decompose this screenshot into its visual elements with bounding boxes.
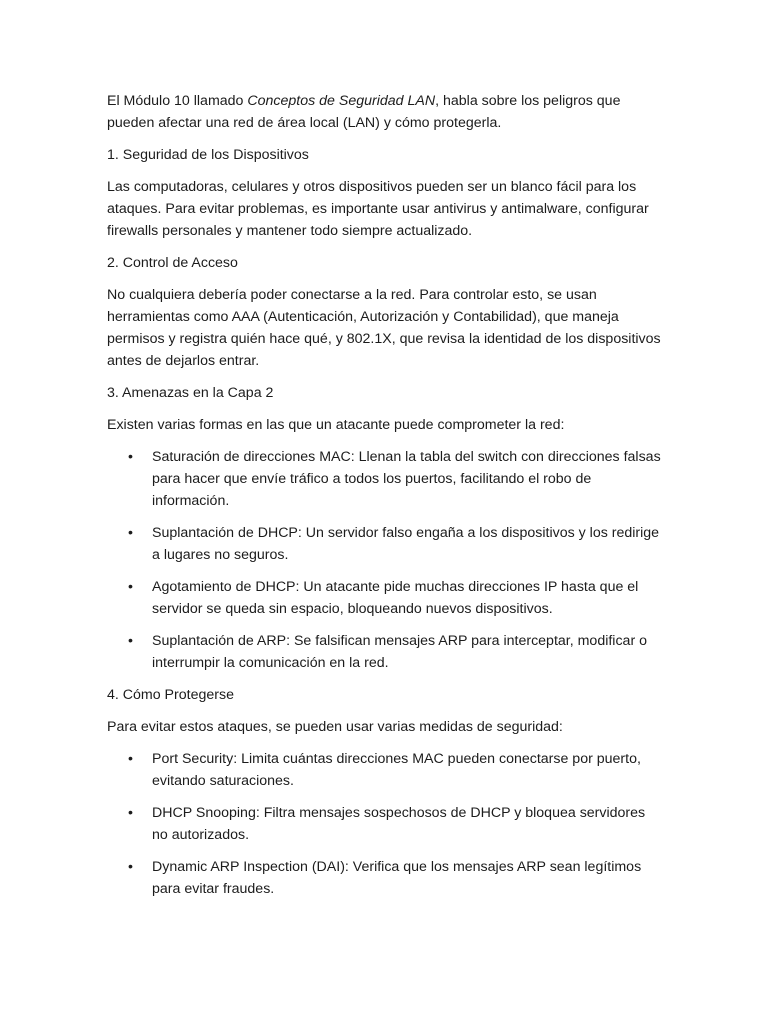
- list-item: [107, 522, 662, 566]
- section-body-layer2-threats: Existen varias formas en las que un atacante puede comprometer la red:: [107, 417, 565, 433]
- document-page: [107, 90, 662, 910]
- list-item-text: Port Security: Limita cuántas direcciones MAC pueden conectarse por puerto, evitando saturaciones.: [152, 751, 641, 789]
- list-item: [107, 856, 662, 900]
- bullet-icon: •: [128, 805, 133, 821]
- intro-paragraph: [107, 90, 662, 134]
- section-heading-protection: 4. Cómo Protegerse: [107, 687, 234, 703]
- section-heading-device-security: 1. Seguridad de los Dispositivos: [107, 147, 309, 163]
- section-body-device-security: Las computadoras, celulares y otros dispositivos pueden ser un blanco fácil para los ataques. Para evitar problemas, es importante usar antivirus y antimalware, configurar firewalls personales y mantener todo siempre actualizado.: [107, 179, 649, 239]
- module-title: Conceptos de Seguridad LAN: [247, 93, 436, 109]
- bullet-icon: •: [128, 751, 133, 767]
- section-heading-access-control: 2. Control de Acceso: [107, 255, 238, 271]
- list-item-text: Suplantación de ARP: Se falsifican mensajes ARP para interceptar, modificar o interrumpir la comunicación en la red.: [152, 633, 647, 671]
- bullet-icon: •: [128, 579, 133, 595]
- section-heading-layer2-threats: 3. Amenazas en la Capa 2: [107, 385, 274, 401]
- list-item: [107, 630, 662, 674]
- section-body-access-control: No cualquiera debería poder conectarse a la red. Para controlar esto, se usan herramientas como AAA (Autenticación, Autorización y Contabilidad), que maneja permisos y registra quién hace qué, y 802.1X, que revisa la identidad de los dispositivos antes de dejarlos entrar.: [107, 287, 661, 369]
- list-item: [107, 576, 662, 620]
- list-item-text: Dynamic ARP Inspection (DAI): Verifica que los mensajes ARP sean legítimos para evitar fraudes.: [152, 859, 642, 897]
- list-item-text: DHCP Snooping: Filtra mensajes sospechosos de DHCP y bloquea servidores no autorizados.: [152, 805, 646, 843]
- list-item-text: Saturación de direcciones MAC: Llenan la tabla del switch con direcciones falsas para hacer que envíe tráfico a todos los puertos, facilitando el robo de información.: [152, 449, 661, 509]
- intro-prefix: El Módulo 10 llamado: [107, 93, 248, 109]
- list-item-text: Agotamiento de DHCP: Un atacante pide muchas direcciones IP hasta que el servidor se queda sin espacio, bloqueando nuevos dispositivos.: [152, 579, 639, 617]
- section-body-protection: Para evitar estos ataques, se pueden usar varias medidas de seguridad:: [107, 719, 563, 735]
- list-item: [107, 446, 662, 512]
- protection-list: [107, 748, 662, 900]
- bullet-icon: •: [128, 859, 133, 875]
- bullet-icon: •: [128, 633, 133, 649]
- list-item-text: Suplantación de DHCP: Un servidor falso engaña a los dispositivos y los redirige a lugares no seguros.: [152, 525, 660, 563]
- bullet-icon: •: [128, 525, 133, 541]
- intro-suffix: , habla sobre los peligros que pueden afectar una red de área local (LAN) y cómo protegerla.: [107, 93, 621, 131]
- bullet-icon: •: [128, 449, 133, 465]
- list-item: [107, 802, 662, 846]
- list-item: [107, 748, 662, 792]
- threats-list: [107, 446, 662, 674]
